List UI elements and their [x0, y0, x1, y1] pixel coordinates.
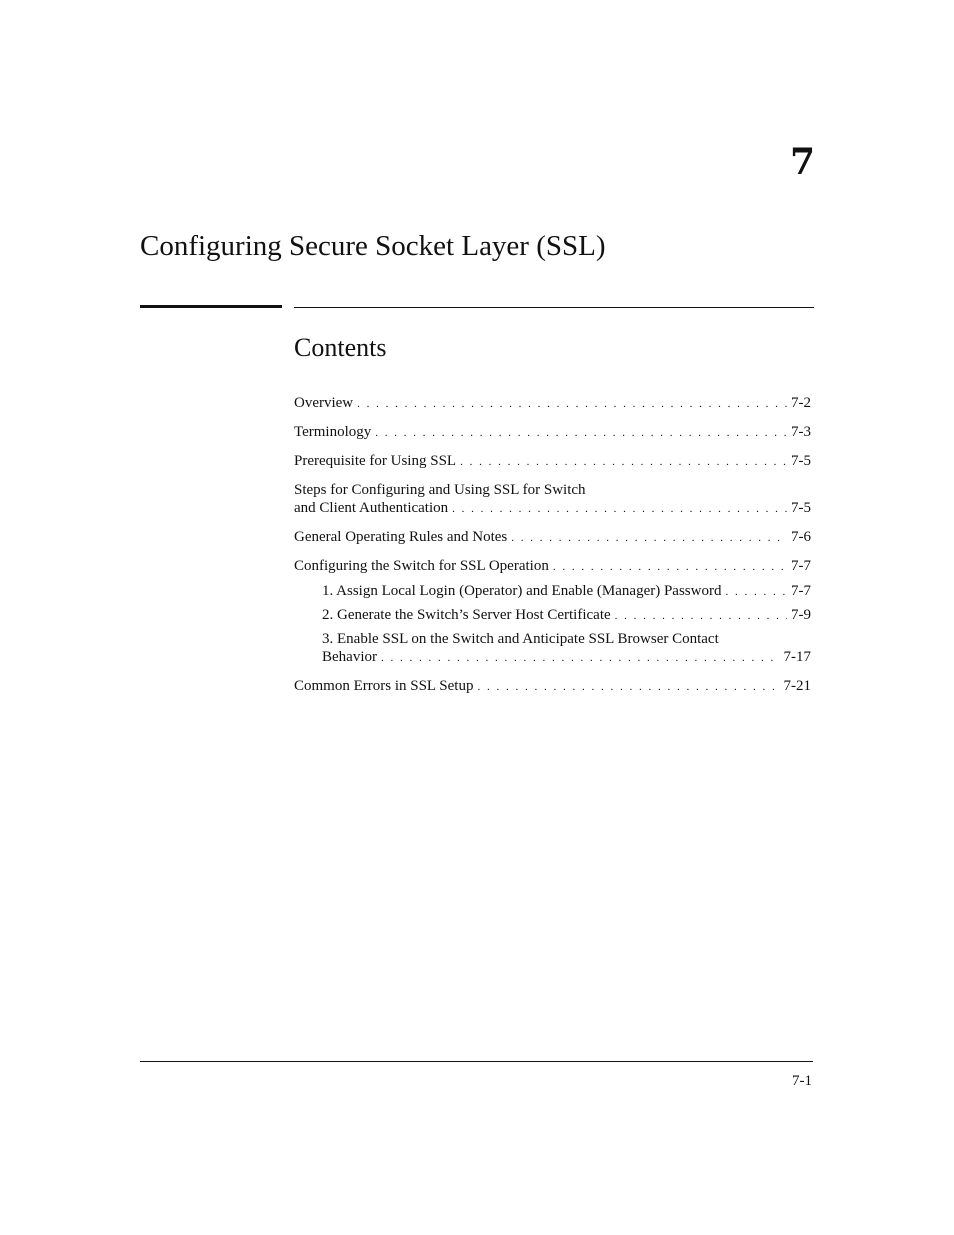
- toc-entry-title: General Operating Rules and Notes: [294, 529, 508, 545]
- toc-entry-terminology[interactable]: [294, 423, 811, 442]
- toc-entry-operating-rules[interactable]: [294, 528, 811, 547]
- toc-page-number: 7-17: [783, 649, 811, 665]
- toc-page-number: 7-5: [791, 453, 811, 469]
- toc-leader-dots: [460, 453, 787, 471]
- toc-leader-dots: [553, 558, 787, 576]
- toc-entry-title-line1: 3. Enable SSL on the Switch and Anticipate SSL Browser Contact: [322, 631, 719, 647]
- footer-rule: [140, 1061, 813, 1062]
- toc-entry-title: Terminology: [294, 424, 372, 440]
- toc-page-number: 7-2: [791, 395, 811, 411]
- chapter-rule-thick: [140, 305, 282, 308]
- contents-heading: Contents: [294, 333, 387, 362]
- toc-entry-title: Overview: [294, 395, 354, 411]
- toc-entry-title-line1: Steps for Configuring and Using SSL for Switch: [294, 482, 586, 498]
- toc-leader-dots: [725, 583, 787, 601]
- toc-entry-title: Prerequisite for Using SSL: [294, 453, 457, 469]
- toc-entry-overview[interactable]: [294, 394, 811, 413]
- toc-entry-common-errors[interactable]: [294, 677, 811, 696]
- toc-entry-prerequisite[interactable]: [294, 452, 811, 471]
- toc-page-number: 7-7: [791, 558, 811, 574]
- chapter-title: Configuring Secure Socket Layer (SSL): [140, 230, 606, 262]
- toc-entry-title: 2. Generate the Switch’s Server Host Certificate: [322, 607, 611, 623]
- toc-page-number: 7-9: [791, 607, 811, 623]
- toc-page-number: 7-6: [791, 529, 811, 545]
- toc-leader-dots: [452, 500, 787, 518]
- toc-entry-configuring-switch[interactable]: [294, 557, 811, 576]
- chapter-rule-thin: [294, 307, 814, 308]
- toc-entry-title: 1. Assign Local Login (Operator) and Enable (Manager) Password: [322, 583, 722, 599]
- table-of-contents: [294, 394, 811, 706]
- toc-page-number: 7-5: [791, 500, 811, 516]
- toc-page-number: 7-21: [783, 678, 811, 694]
- toc-page-number: 7-7: [791, 583, 811, 599]
- toc-leader-dots: [381, 649, 780, 667]
- toc-entry-title: Behavior: [322, 649, 377, 665]
- toc-entry-title: and Client Authentication: [294, 500, 449, 516]
- toc-entry-steps-configuring[interactable]: [294, 481, 811, 518]
- toc-subentry-enable-ssl[interactable]: [294, 630, 811, 667]
- toc-page-number: 7-3: [791, 424, 811, 440]
- toc-leader-dots: [615, 607, 787, 625]
- toc-entry-title: Common Errors in SSL Setup: [294, 678, 474, 694]
- toc-leader-dots: [511, 529, 787, 547]
- toc-leader-dots: [477, 678, 779, 696]
- toc-subentry-generate-certificate[interactable]: [294, 606, 811, 625]
- toc-leader-dots: [357, 395, 787, 413]
- toc-leader-dots: [375, 424, 787, 442]
- toc-entry-title: Configuring the Switch for SSL Operation: [294, 558, 549, 574]
- chapter-number: 7: [789, 141, 815, 183]
- toc-subentry-assign-password[interactable]: [294, 582, 811, 601]
- page-number: 7-1: [792, 1073, 812, 1089]
